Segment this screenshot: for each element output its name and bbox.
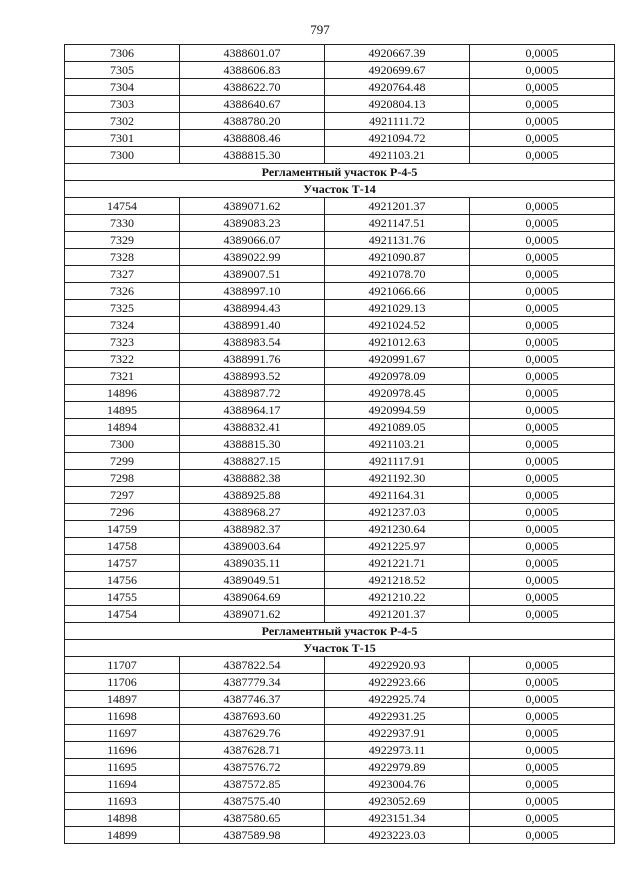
point-number-cell: 7326 [65,283,180,300]
table-row [65,725,615,742]
point-number-cell: 14758 [65,538,180,555]
y-coordinate-cell: 4921066.66 [325,283,470,300]
x-coordinate-cell: 4388622.70 [180,79,325,96]
x-coordinate-cell: 4387589.98 [180,827,325,844]
table-row [65,266,615,283]
table-row [65,198,615,215]
point-number-cell: 14896 [65,385,180,402]
table-row [65,589,615,606]
table-row [65,555,615,572]
point-number-cell: 14899 [65,827,180,844]
table-row [65,130,615,147]
table-row [65,113,615,130]
y-coordinate-cell: 4921024.52 [325,317,470,334]
point-number-cell: 7322 [65,351,180,368]
point-number-cell: 7306 [65,45,180,62]
coordinates-table [64,44,615,844]
y-coordinate-cell: 4920994.59 [325,402,470,419]
table-row [65,793,615,810]
x-coordinate-cell: 4388832.41 [180,419,325,436]
accuracy-cell: 0,0005 [470,657,615,674]
x-coordinate-cell: 4387693.60 [180,708,325,725]
x-coordinate-cell: 4388983.54 [180,334,325,351]
section-title: Регламентный участок Р-4-5 [65,164,615,181]
x-coordinate-cell: 4388808.46 [180,130,325,147]
y-coordinate-cell: 4920764.48 [325,79,470,96]
accuracy-cell: 0,0005 [470,572,615,589]
point-number-cell: 14757 [65,555,180,572]
accuracy-cell: 0,0005 [470,742,615,759]
accuracy-cell: 0,0005 [470,674,615,691]
y-coordinate-cell: 4922923.66 [325,674,470,691]
table-row [65,334,615,351]
accuracy-cell: 0,0005 [470,708,615,725]
point-number-cell: 7305 [65,62,180,79]
y-coordinate-cell: 4921089.05 [325,419,470,436]
x-coordinate-cell: 4388987.72 [180,385,325,402]
y-coordinate-cell: 4920667.39 [325,45,470,62]
point-number-cell: 7323 [65,334,180,351]
point-number-cell: 7298 [65,470,180,487]
x-coordinate-cell: 4387629.76 [180,725,325,742]
y-coordinate-cell: 4922931.25 [325,708,470,725]
point-number-cell: 11698 [65,708,180,725]
accuracy-cell: 0,0005 [470,759,615,776]
y-coordinate-cell: 4920699.67 [325,62,470,79]
accuracy-cell: 0,0005 [470,436,615,453]
y-coordinate-cell: 4921103.21 [325,436,470,453]
x-coordinate-cell: 4388968.27 [180,504,325,521]
y-coordinate-cell: 4921201.37 [325,606,470,623]
table-row [65,572,615,589]
point-number-cell: 11696 [65,742,180,759]
x-coordinate-cell: 4387822.54 [180,657,325,674]
x-coordinate-cell: 4388991.40 [180,317,325,334]
y-coordinate-cell: 4921103.21 [325,147,470,164]
x-coordinate-cell: 4389003.64 [180,538,325,555]
accuracy-cell: 0,0005 [470,334,615,351]
y-coordinate-cell: 4921201.37 [325,198,470,215]
accuracy-cell: 0,0005 [470,79,615,96]
subsection-header-row [65,640,615,657]
table-row [65,708,615,725]
subsection-title: Участок Т-14 [65,181,615,198]
y-coordinate-cell: 4920804.13 [325,96,470,113]
point-number-cell: 14894 [65,419,180,436]
point-number-cell: 11693 [65,793,180,810]
y-coordinate-cell: 4921078.70 [325,266,470,283]
x-coordinate-cell: 4389071.62 [180,198,325,215]
accuracy-cell: 0,0005 [470,249,615,266]
table-row [65,504,615,521]
table-row [65,453,615,470]
table-row [65,402,615,419]
x-coordinate-cell: 4387628.71 [180,742,325,759]
point-number-cell: 7321 [65,368,180,385]
accuracy-cell: 0,0005 [470,691,615,708]
y-coordinate-cell: 4921192.30 [325,470,470,487]
table-row [65,776,615,793]
point-number-cell: 11694 [65,776,180,793]
y-coordinate-cell: 4921111.72 [325,113,470,130]
accuracy-cell: 0,0005 [470,130,615,147]
table-row [65,147,615,164]
x-coordinate-cell: 4388827.15 [180,453,325,470]
x-coordinate-cell: 4387580.65 [180,810,325,827]
y-coordinate-cell: 4921221.71 [325,555,470,572]
table-row [65,827,615,844]
table-row [65,385,615,402]
table-row [65,657,615,674]
point-number-cell: 14897 [65,691,180,708]
table-row [65,759,615,776]
table-row [65,317,615,334]
x-coordinate-cell: 4388925.88 [180,487,325,504]
point-number-cell: 7300 [65,436,180,453]
point-number-cell: 7301 [65,130,180,147]
table-row [65,742,615,759]
accuracy-cell: 0,0005 [470,266,615,283]
x-coordinate-cell: 4388780.20 [180,113,325,130]
accuracy-cell: 0,0005 [470,368,615,385]
y-coordinate-cell: 4921090.87 [325,249,470,266]
point-number-cell: 7328 [65,249,180,266]
section-title: Регламентный участок Р-4-5 [65,623,615,640]
x-coordinate-cell: 4387576.72 [180,759,325,776]
accuracy-cell: 0,0005 [470,283,615,300]
table-row [65,470,615,487]
table-row [65,215,615,232]
x-coordinate-cell: 4387575.40 [180,793,325,810]
y-coordinate-cell: 4920991.67 [325,351,470,368]
table-row [65,351,615,368]
point-number-cell: 11706 [65,674,180,691]
x-coordinate-cell: 4389007.51 [180,266,325,283]
point-number-cell: 14754 [65,198,180,215]
point-number-cell: 7302 [65,113,180,130]
y-coordinate-cell: 4921029.13 [325,300,470,317]
table-row [65,45,615,62]
accuracy-cell: 0,0005 [470,385,615,402]
accuracy-cell: 0,0005 [470,538,615,555]
x-coordinate-cell: 4389083.23 [180,215,325,232]
table-row [65,79,615,96]
accuracy-cell: 0,0005 [470,555,615,572]
x-coordinate-cell: 4387746.37 [180,691,325,708]
x-coordinate-cell: 4387779.34 [180,674,325,691]
accuracy-cell: 0,0005 [470,504,615,521]
accuracy-cell: 0,0005 [470,793,615,810]
y-coordinate-cell: 4921012.63 [325,334,470,351]
y-coordinate-cell: 4922937.91 [325,725,470,742]
y-coordinate-cell: 4920978.45 [325,385,470,402]
point-number-cell: 7330 [65,215,180,232]
y-coordinate-cell: 4922979.89 [325,759,470,776]
x-coordinate-cell: 4388606.83 [180,62,325,79]
y-coordinate-cell: 4923052.69 [325,793,470,810]
x-coordinate-cell: 4388964.17 [180,402,325,419]
point-number-cell: 7303 [65,96,180,113]
x-coordinate-cell: 4388991.76 [180,351,325,368]
accuracy-cell: 0,0005 [470,113,615,130]
point-number-cell: 7325 [65,300,180,317]
table-row [65,487,615,504]
table-row [65,283,615,300]
table-row [65,521,615,538]
point-number-cell: 11695 [65,759,180,776]
accuracy-cell: 0,0005 [470,402,615,419]
accuracy-cell: 0,0005 [470,521,615,538]
point-number-cell: 14895 [65,402,180,419]
accuracy-cell: 0,0005 [470,351,615,368]
point-number-cell: 7297 [65,487,180,504]
point-number-cell: 7329 [65,232,180,249]
coordinates-table-body [65,45,615,844]
accuracy-cell: 0,0005 [470,419,615,436]
y-coordinate-cell: 4921147.51 [325,215,470,232]
table-row [65,62,615,79]
accuracy-cell: 0,0005 [470,317,615,334]
point-number-cell: 11707 [65,657,180,674]
y-coordinate-cell: 4921164.31 [325,487,470,504]
accuracy-cell: 0,0005 [470,96,615,113]
x-coordinate-cell: 4389035.11 [180,555,325,572]
accuracy-cell: 0,0005 [470,725,615,742]
table-row [65,368,615,385]
point-number-cell: 14759 [65,521,180,538]
x-coordinate-cell: 4389064.69 [180,589,325,606]
x-coordinate-cell: 4387572.85 [180,776,325,793]
accuracy-cell: 0,0005 [470,810,615,827]
x-coordinate-cell: 4389022.99 [180,249,325,266]
y-coordinate-cell: 4921225.97 [325,538,470,555]
x-coordinate-cell: 4388993.52 [180,368,325,385]
section-header-row [65,623,615,640]
x-coordinate-cell: 4388815.30 [180,436,325,453]
accuracy-cell: 0,0005 [470,215,615,232]
table-row [65,419,615,436]
section-header-row [65,164,615,181]
accuracy-cell: 0,0005 [470,300,615,317]
y-coordinate-cell: 4923151.34 [325,810,470,827]
accuracy-cell: 0,0005 [470,470,615,487]
y-coordinate-cell: 4923004.76 [325,776,470,793]
accuracy-cell: 0,0005 [470,147,615,164]
x-coordinate-cell: 4388601.07 [180,45,325,62]
accuracy-cell: 0,0005 [470,198,615,215]
x-coordinate-cell: 4389066.07 [180,232,325,249]
accuracy-cell: 0,0005 [470,453,615,470]
accuracy-cell: 0,0005 [470,487,615,504]
point-number-cell: 14755 [65,589,180,606]
y-coordinate-cell: 4921117.91 [325,453,470,470]
table-row [65,232,615,249]
subsection-header-row [65,181,615,198]
table-row [65,249,615,266]
accuracy-cell: 0,0005 [470,62,615,79]
y-coordinate-cell: 4922925.74 [325,691,470,708]
y-coordinate-cell: 4922973.11 [325,742,470,759]
table-row [65,606,615,623]
point-number-cell: 14756 [65,572,180,589]
y-coordinate-cell: 4921131.76 [325,232,470,249]
table-row [65,691,615,708]
x-coordinate-cell: 4388815.30 [180,147,325,164]
point-number-cell: 7299 [65,453,180,470]
accuracy-cell: 0,0005 [470,589,615,606]
x-coordinate-cell: 4389071.62 [180,606,325,623]
y-coordinate-cell: 4921210.22 [325,589,470,606]
x-coordinate-cell: 4388994.43 [180,300,325,317]
x-coordinate-cell: 4388640.67 [180,96,325,113]
y-coordinate-cell: 4921094.72 [325,130,470,147]
accuracy-cell: 0,0005 [470,232,615,249]
point-number-cell: 7300 [65,147,180,164]
table-row [65,674,615,691]
accuracy-cell: 0,0005 [470,827,615,844]
x-coordinate-cell: 4388982.37 [180,521,325,538]
point-number-cell: 7327 [65,266,180,283]
page-number: 797 [310,22,330,37]
y-coordinate-cell: 4921218.52 [325,572,470,589]
y-coordinate-cell: 4920978.09 [325,368,470,385]
accuracy-cell: 0,0005 [470,776,615,793]
x-coordinate-cell: 4389049.51 [180,572,325,589]
table-row [65,96,615,113]
point-number-cell: 11697 [65,725,180,742]
accuracy-cell: 0,0005 [470,606,615,623]
y-coordinate-cell: 4921237.03 [325,504,470,521]
point-number-cell: 7304 [65,79,180,96]
point-number-cell: 7296 [65,504,180,521]
table-row [65,436,615,453]
x-coordinate-cell: 4388997.10 [180,283,325,300]
y-coordinate-cell: 4922920.93 [325,657,470,674]
subsection-title: Участок Т-15 [65,640,615,657]
point-number-cell: 14754 [65,606,180,623]
accuracy-cell: 0,0005 [470,45,615,62]
y-coordinate-cell: 4921230.64 [325,521,470,538]
table-row [65,300,615,317]
y-coordinate-cell: 4923223.03 [325,827,470,844]
point-number-cell: 14898 [65,810,180,827]
table-row [65,810,615,827]
x-coordinate-cell: 4388882.38 [180,470,325,487]
table-row [65,538,615,555]
point-number-cell: 7324 [65,317,180,334]
